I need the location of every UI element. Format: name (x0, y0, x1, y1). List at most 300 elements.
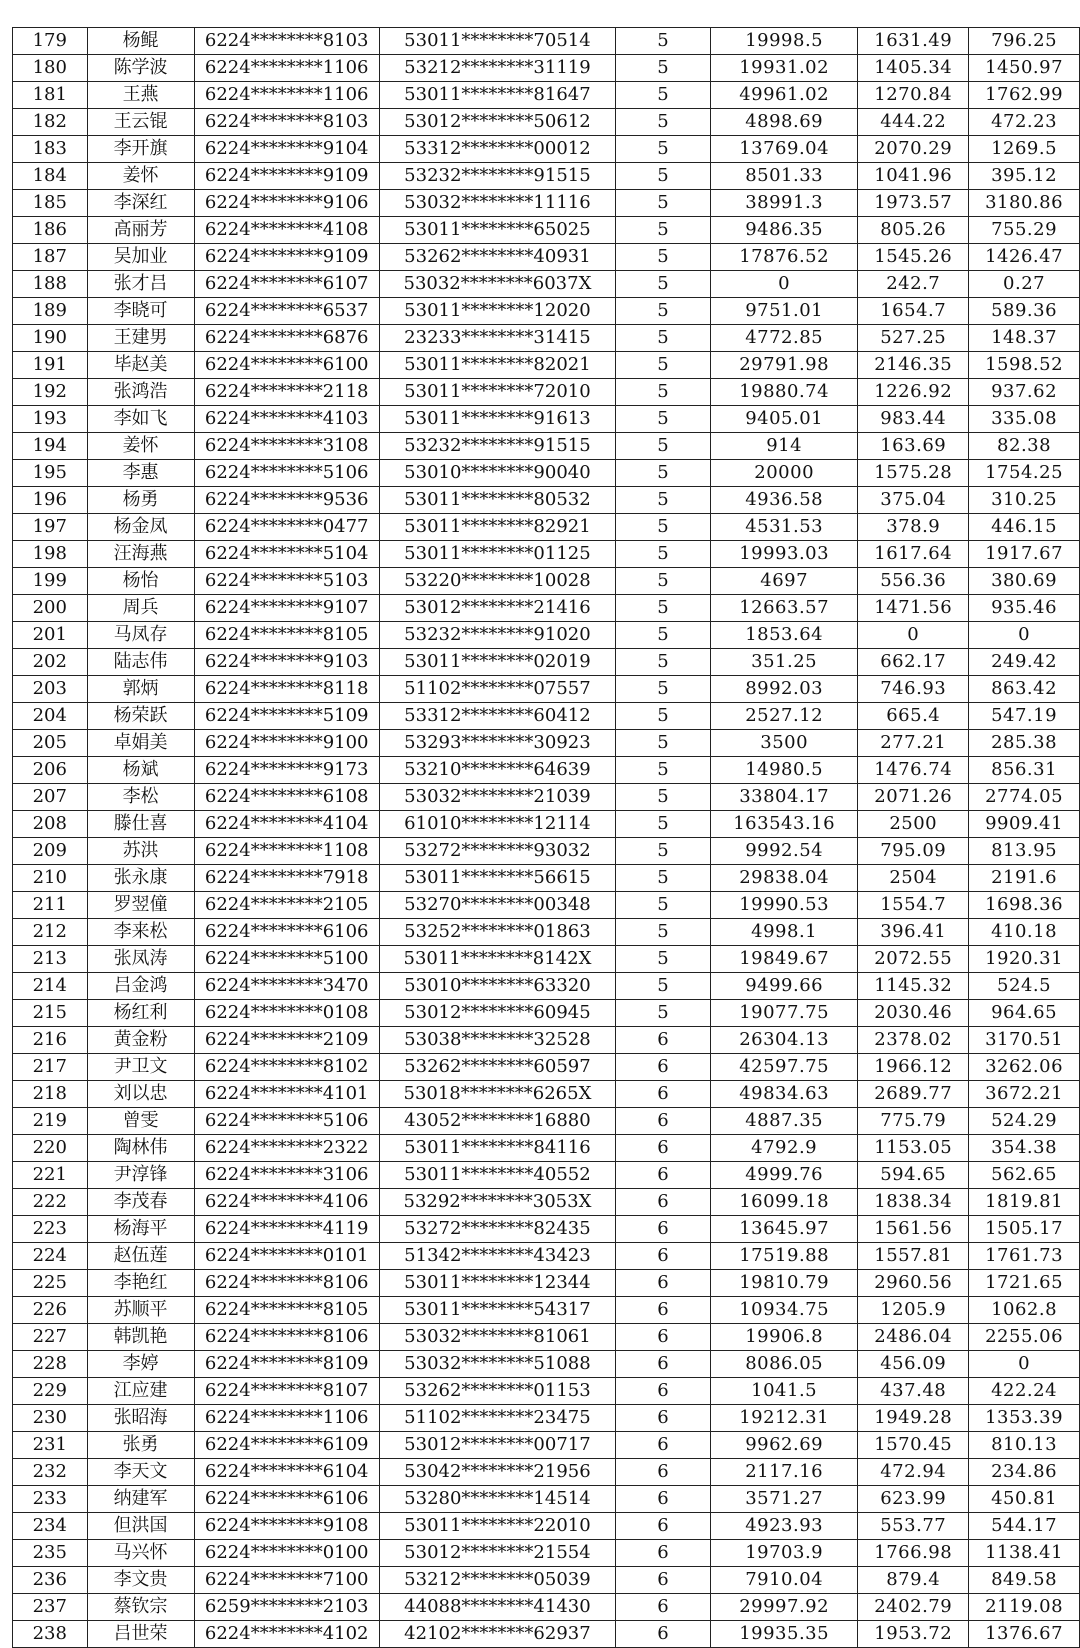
cell-category: 5 (616, 892, 711, 919)
cell-row-number: 197 (13, 514, 88, 541)
cell-name: 江应建 (87, 1378, 194, 1405)
cell-bank-card-number: 6224********3106 (194, 1162, 379, 1189)
cell-bank-card-number: 6224********2109 (194, 1027, 379, 1054)
table-row (13, 1054, 1080, 1081)
cell-amount-b: 1631.49 (858, 28, 969, 55)
cell-row-number: 217 (13, 1054, 88, 1081)
cell-row-number: 230 (13, 1405, 88, 1432)
cell-amount-b: 527.25 (858, 325, 969, 352)
cell-row-number: 214 (13, 973, 88, 1000)
cell-bank-card-number: 6224********9107 (194, 595, 379, 622)
cell-bank-card-number: 6224********6106 (194, 919, 379, 946)
cell-row-number: 180 (13, 55, 88, 82)
cell-category: 5 (616, 325, 711, 352)
cell-row-number: 203 (13, 676, 88, 703)
cell-amount-c: 1450.97 (969, 55, 1080, 82)
cell-row-number: 189 (13, 298, 88, 325)
table-row (13, 1135, 1080, 1162)
cell-amount-c: 1138.41 (969, 1540, 1080, 1567)
table-row (13, 676, 1080, 703)
cell-row-number: 237 (13, 1594, 88, 1621)
cell-amount-b: 1270.84 (858, 82, 969, 109)
cell-amount-c: 755.29 (969, 217, 1080, 244)
cell-amount-b: 378.9 (858, 514, 969, 541)
cell-bank-card-number: 6224********6106 (194, 1486, 379, 1513)
cell-category: 5 (616, 244, 711, 271)
cell-amount-c: 1376.67 (969, 1621, 1080, 1648)
cell-row-number: 225 (13, 1270, 88, 1297)
cell-amount-b: 456.09 (858, 1351, 969, 1378)
cell-row-number: 184 (13, 163, 88, 190)
cell-category: 6 (616, 1027, 711, 1054)
cell-amount-c: 0 (969, 1351, 1080, 1378)
cell-category: 5 (616, 595, 711, 622)
cell-name: 赵伍莲 (87, 1243, 194, 1270)
table-row (13, 595, 1080, 622)
cell-amount-c: 863.42 (969, 676, 1080, 703)
table-row (13, 460, 1080, 487)
cell-id-number: 53293********30923 (379, 730, 615, 757)
cell-amount-a: 19990.53 (710, 892, 857, 919)
cell-category: 5 (616, 811, 711, 838)
cell-amount-a: 19935.35 (710, 1621, 857, 1648)
cell-name: 陶林伟 (87, 1135, 194, 1162)
cell-bank-card-number: 6224********2118 (194, 379, 379, 406)
cell-category: 5 (616, 865, 711, 892)
table-row (13, 190, 1080, 217)
cell-row-number: 223 (13, 1216, 88, 1243)
cell-name: 张才吕 (87, 271, 194, 298)
cell-amount-c: 796.25 (969, 28, 1080, 55)
cell-id-number: 53010********63320 (379, 973, 615, 1000)
cell-name: 曾雯 (87, 1108, 194, 1135)
table-row (13, 865, 1080, 892)
cell-amount-a: 17519.88 (710, 1243, 857, 1270)
cell-row-number: 186 (13, 217, 88, 244)
table-row (13, 217, 1080, 244)
cell-category: 5 (616, 757, 711, 784)
cell-amount-a: 29791.98 (710, 352, 857, 379)
cell-amount-b: 2070.29 (858, 136, 969, 163)
cell-amount-a: 914 (710, 433, 857, 460)
table-row (13, 1594, 1080, 1621)
table-row (13, 1027, 1080, 1054)
cell-amount-b: 1145.32 (858, 973, 969, 1000)
cell-row-number: 185 (13, 190, 88, 217)
cell-amount-a: 4772.85 (710, 325, 857, 352)
cell-amount-b: 805.26 (858, 217, 969, 244)
cell-row-number: 204 (13, 703, 88, 730)
cell-amount-b: 1570.45 (858, 1432, 969, 1459)
table-row (13, 1081, 1080, 1108)
cell-amount-a: 2527.12 (710, 703, 857, 730)
cell-bank-card-number: 6224********0101 (194, 1243, 379, 1270)
cell-id-number: 53011********22010 (379, 1513, 615, 1540)
cell-amount-c: 82.38 (969, 433, 1080, 460)
cell-amount-c: 0 (969, 622, 1080, 649)
cell-amount-b: 594.65 (858, 1162, 969, 1189)
cell-bank-card-number: 6259********2103 (194, 1594, 379, 1621)
cell-bank-card-number: 6224********8103 (194, 28, 379, 55)
cell-id-number: 53011********82021 (379, 352, 615, 379)
cell-bank-card-number: 6224********1106 (194, 82, 379, 109)
cell-amount-c: 2774.05 (969, 784, 1080, 811)
cell-name: 姜怀 (87, 163, 194, 190)
cell-id-number: 42102********62937 (379, 1621, 615, 1648)
cell-amount-b: 2378.02 (858, 1027, 969, 1054)
cell-amount-b: 665.4 (858, 703, 969, 730)
cell-category: 6 (616, 1351, 711, 1378)
cell-name: 杨斌 (87, 757, 194, 784)
cell-amount-b: 2072.55 (858, 946, 969, 973)
cell-amount-c: 1353.39 (969, 1405, 1080, 1432)
cell-bank-card-number: 6224********8107 (194, 1378, 379, 1405)
cell-category: 5 (616, 271, 711, 298)
cell-name: 蔡钦宗 (87, 1594, 194, 1621)
table-row (13, 757, 1080, 784)
cell-amount-b: 1041.96 (858, 163, 969, 190)
cell-bank-card-number: 6224********9106 (194, 190, 379, 217)
table-row (13, 1567, 1080, 1594)
cell-amount-c: 2119.08 (969, 1594, 1080, 1621)
cell-amount-b: 983.44 (858, 406, 969, 433)
cell-name: 苏顺平 (87, 1297, 194, 1324)
cell-amount-c: 1505.17 (969, 1216, 1080, 1243)
table-row (13, 244, 1080, 271)
cell-name: 张昭海 (87, 1405, 194, 1432)
cell-id-number: 53011********8142X (379, 946, 615, 973)
cell-category: 6 (616, 1459, 711, 1486)
table-row (13, 838, 1080, 865)
cell-id-number: 53011********84116 (379, 1135, 615, 1162)
cell-name: 杨红利 (87, 1000, 194, 1027)
cell-name: 王建男 (87, 325, 194, 352)
cell-category: 5 (616, 406, 711, 433)
cell-id-number: 53262********40931 (379, 244, 615, 271)
cell-amount-b: 2402.79 (858, 1594, 969, 1621)
cell-amount-a: 2117.16 (710, 1459, 857, 1486)
cell-bank-card-number: 6224********5103 (194, 568, 379, 595)
cell-name: 尹淳锋 (87, 1162, 194, 1189)
cell-amount-c: 1698.36 (969, 892, 1080, 919)
cell-amount-b: 472.94 (858, 1459, 969, 1486)
cell-amount-b: 1554.7 (858, 892, 969, 919)
cell-row-number: 193 (13, 406, 88, 433)
cell-id-number: 53032********51088 (379, 1351, 615, 1378)
cell-amount-c: 249.42 (969, 649, 1080, 676)
cell-name: 李婷 (87, 1351, 194, 1378)
cell-category: 6 (616, 1270, 711, 1297)
cell-amount-c: 935.46 (969, 595, 1080, 622)
cell-amount-b: 437.48 (858, 1378, 969, 1405)
cell-category: 5 (616, 379, 711, 406)
table-row (13, 1270, 1080, 1297)
cell-amount-c: 524.29 (969, 1108, 1080, 1135)
cell-row-number: 187 (13, 244, 88, 271)
cell-amount-b: 277.21 (858, 730, 969, 757)
cell-amount-c: 148.37 (969, 325, 1080, 352)
table-row (13, 892, 1080, 919)
cell-name: 杨金凤 (87, 514, 194, 541)
cell-bank-card-number: 6224********9108 (194, 1513, 379, 1540)
table-row (13, 541, 1080, 568)
cell-bank-card-number: 6224********0108 (194, 1000, 379, 1027)
cell-amount-b: 1405.34 (858, 55, 969, 82)
cell-id-number: 53011********12020 (379, 298, 615, 325)
cell-category: 5 (616, 919, 711, 946)
cell-amount-c: 410.18 (969, 919, 1080, 946)
cell-category: 5 (616, 217, 711, 244)
table-row (13, 730, 1080, 757)
cell-amount-a: 9499.66 (710, 973, 857, 1000)
cell-amount-b: 444.22 (858, 109, 969, 136)
cell-amount-c: 310.25 (969, 487, 1080, 514)
cell-category: 6 (616, 1567, 711, 1594)
cell-bank-card-number: 6224********5106 (194, 460, 379, 487)
cell-amount-c: 810.13 (969, 1432, 1080, 1459)
cell-id-number: 53232********91515 (379, 433, 615, 460)
cell-row-number: 238 (13, 1621, 88, 1648)
data-table (12, 27, 1080, 1648)
table-row (13, 379, 1080, 406)
cell-row-number: 181 (13, 82, 88, 109)
cell-id-number: 53011********70514 (379, 28, 615, 55)
cell-bank-card-number: 6224********4119 (194, 1216, 379, 1243)
cell-amount-a: 12663.57 (710, 595, 857, 622)
cell-amount-c: 9909.41 (969, 811, 1080, 838)
cell-id-number: 53012********60945 (379, 1000, 615, 1027)
cell-amount-c: 335.08 (969, 406, 1080, 433)
cell-amount-b: 1953.72 (858, 1621, 969, 1648)
cell-amount-a: 3571.27 (710, 1486, 857, 1513)
cell-bank-card-number: 6224********1106 (194, 1405, 379, 1432)
cell-row-number: 195 (13, 460, 88, 487)
cell-row-number: 188 (13, 271, 88, 298)
cell-bank-card-number: 6224********8109 (194, 1351, 379, 1378)
cell-id-number: 53038********32528 (379, 1027, 615, 1054)
table-row (13, 1405, 1080, 1432)
table-row (13, 1621, 1080, 1648)
cell-name: 李深红 (87, 190, 194, 217)
cell-amount-b: 2071.26 (858, 784, 969, 811)
cell-name: 尹卫文 (87, 1054, 194, 1081)
table-row (13, 136, 1080, 163)
cell-name: 马凤存 (87, 622, 194, 649)
cell-amount-a: 33804.17 (710, 784, 857, 811)
cell-category: 5 (616, 973, 711, 1000)
table-row (13, 28, 1080, 55)
cell-row-number: 202 (13, 649, 88, 676)
cell-id-number: 53212********05039 (379, 1567, 615, 1594)
cell-name: 杨鲲 (87, 28, 194, 55)
cell-name: 李开旗 (87, 136, 194, 163)
cell-row-number: 226 (13, 1297, 88, 1324)
table-row (13, 622, 1080, 649)
cell-bank-card-number: 6224********4104 (194, 811, 379, 838)
cell-id-number: 53292********3053X (379, 1189, 615, 1216)
table-row (13, 1324, 1080, 1351)
cell-name: 杨怡 (87, 568, 194, 595)
cell-amount-b: 2030.46 (858, 1000, 969, 1027)
table-row (13, 784, 1080, 811)
cell-id-number: 51102********23475 (379, 1405, 615, 1432)
cell-name: 王云锟 (87, 109, 194, 136)
cell-id-number: 53252********01863 (379, 919, 615, 946)
cell-amount-a: 4923.93 (710, 1513, 857, 1540)
cell-amount-c: 1917.67 (969, 541, 1080, 568)
cell-amount-c: 813.95 (969, 838, 1080, 865)
cell-bank-card-number: 6224********4103 (194, 406, 379, 433)
cell-bank-card-number: 6224********9100 (194, 730, 379, 757)
cell-row-number: 219 (13, 1108, 88, 1135)
cell-bank-card-number: 6224********4102 (194, 1621, 379, 1648)
cell-amount-a: 19077.75 (710, 1000, 857, 1027)
cell-bank-card-number: 6224********9109 (194, 244, 379, 271)
cell-id-number: 51102********07557 (379, 676, 615, 703)
cell-bank-card-number: 6224********6537 (194, 298, 379, 325)
cell-name: 杨勇 (87, 487, 194, 514)
cell-category: 5 (616, 838, 711, 865)
cell-amount-a: 0 (710, 271, 857, 298)
cell-amount-c: 544.17 (969, 1513, 1080, 1540)
table-row (13, 109, 1080, 136)
table-row (13, 649, 1080, 676)
cell-name: 李晓可 (87, 298, 194, 325)
cell-amount-a: 8501.33 (710, 163, 857, 190)
cell-amount-a: 9992.54 (710, 838, 857, 865)
cell-amount-b: 879.4 (858, 1567, 969, 1594)
cell-category: 5 (616, 568, 711, 595)
cell-amount-a: 19931.02 (710, 55, 857, 82)
cell-amount-b: 1226.92 (858, 379, 969, 406)
cell-name: 高丽芳 (87, 217, 194, 244)
cell-amount-c: 937.62 (969, 379, 1080, 406)
cell-category: 5 (616, 514, 711, 541)
cell-id-number: 51342********43423 (379, 1243, 615, 1270)
cell-row-number: 236 (13, 1567, 88, 1594)
cell-name: 吴加业 (87, 244, 194, 271)
cell-bank-card-number: 6224********8105 (194, 1297, 379, 1324)
cell-amount-b: 1575.28 (858, 460, 969, 487)
table-row (13, 1486, 1080, 1513)
cell-category: 5 (616, 163, 711, 190)
cell-row-number: 205 (13, 730, 88, 757)
cell-bank-card-number: 6224********8106 (194, 1324, 379, 1351)
cell-row-number: 234 (13, 1513, 88, 1540)
cell-amount-b: 623.99 (858, 1486, 969, 1513)
cell-row-number: 207 (13, 784, 88, 811)
table-row (13, 82, 1080, 109)
cell-name: 姜怀 (87, 433, 194, 460)
cell-category: 5 (616, 82, 711, 109)
cell-name: 李茂春 (87, 1189, 194, 1216)
cell-amount-b: 1471.56 (858, 595, 969, 622)
cell-category: 5 (616, 730, 711, 757)
cell-id-number: 53270********00348 (379, 892, 615, 919)
cell-row-number: 211 (13, 892, 88, 919)
cell-amount-c: 1920.31 (969, 946, 1080, 973)
cell-name: 周兵 (87, 595, 194, 622)
cell-id-number: 53012********00717 (379, 1432, 615, 1459)
table-row (13, 1000, 1080, 1027)
cell-id-number: 53011********12344 (379, 1270, 615, 1297)
cell-amount-a: 16099.18 (710, 1189, 857, 1216)
cell-amount-a: 26304.13 (710, 1027, 857, 1054)
cell-id-number: 53011********40552 (379, 1162, 615, 1189)
cell-id-number: 53011********54317 (379, 1297, 615, 1324)
cell-category: 6 (616, 1513, 711, 1540)
cell-row-number: 190 (13, 325, 88, 352)
cell-amount-b: 1766.98 (858, 1540, 969, 1567)
cell-category: 5 (616, 136, 711, 163)
cell-id-number: 53011********01125 (379, 541, 615, 568)
cell-amount-c: 3170.51 (969, 1027, 1080, 1054)
cell-amount-c: 1721.65 (969, 1270, 1080, 1297)
cell-category: 6 (616, 1081, 711, 1108)
cell-amount-c: 1598.52 (969, 352, 1080, 379)
cell-name: 杨荣跃 (87, 703, 194, 730)
cell-amount-b: 242.7 (858, 271, 969, 298)
cell-name: 郭炳 (87, 676, 194, 703)
cell-amount-a: 20000 (710, 460, 857, 487)
cell-name: 张凤涛 (87, 946, 194, 973)
cell-row-number: 212 (13, 919, 88, 946)
table-row (13, 325, 1080, 352)
cell-row-number: 183 (13, 136, 88, 163)
cell-bank-card-number: 6224********4108 (194, 217, 379, 244)
cell-id-number: 43052********16880 (379, 1108, 615, 1135)
cell-category: 5 (616, 1000, 711, 1027)
cell-category: 6 (616, 1432, 711, 1459)
cell-bank-card-number: 6224********9109 (194, 163, 379, 190)
cell-amount-a: 19810.79 (710, 1270, 857, 1297)
cell-category: 5 (616, 433, 711, 460)
cell-id-number: 53012********21416 (379, 595, 615, 622)
cell-row-number: 210 (13, 865, 88, 892)
cell-amount-b: 1476.74 (858, 757, 969, 784)
cell-category: 5 (616, 352, 711, 379)
cell-category: 6 (616, 1297, 711, 1324)
cell-amount-a: 8086.05 (710, 1351, 857, 1378)
cell-name: 吕世荣 (87, 1621, 194, 1648)
cell-row-number: 229 (13, 1378, 88, 1405)
cell-amount-b: 2960.56 (858, 1270, 969, 1297)
cell-amount-a: 19906.8 (710, 1324, 857, 1351)
cell-amount-b: 556.36 (858, 568, 969, 595)
cell-category: 5 (616, 649, 711, 676)
cell-id-number: 53312********60412 (379, 703, 615, 730)
cell-bank-card-number: 6224********4101 (194, 1081, 379, 1108)
table-row (13, 433, 1080, 460)
table-row (13, 1513, 1080, 1540)
cell-amount-c: 395.12 (969, 163, 1080, 190)
cell-name: 韩凯艳 (87, 1324, 194, 1351)
table-row (13, 1243, 1080, 1270)
cell-row-number: 221 (13, 1162, 88, 1189)
cell-name: 李文贵 (87, 1567, 194, 1594)
cell-row-number: 208 (13, 811, 88, 838)
cell-row-number: 199 (13, 568, 88, 595)
cell-name: 李来松 (87, 919, 194, 946)
cell-row-number: 182 (13, 109, 88, 136)
cell-category: 6 (616, 1540, 711, 1567)
cell-bank-card-number: 6224********7918 (194, 865, 379, 892)
cell-id-number: 53212********31119 (379, 55, 615, 82)
cell-amount-b: 2689.77 (858, 1081, 969, 1108)
cell-id-number: 53042********21956 (379, 1459, 615, 1486)
cell-id-number: 53011********02019 (379, 649, 615, 676)
table-row (13, 163, 1080, 190)
